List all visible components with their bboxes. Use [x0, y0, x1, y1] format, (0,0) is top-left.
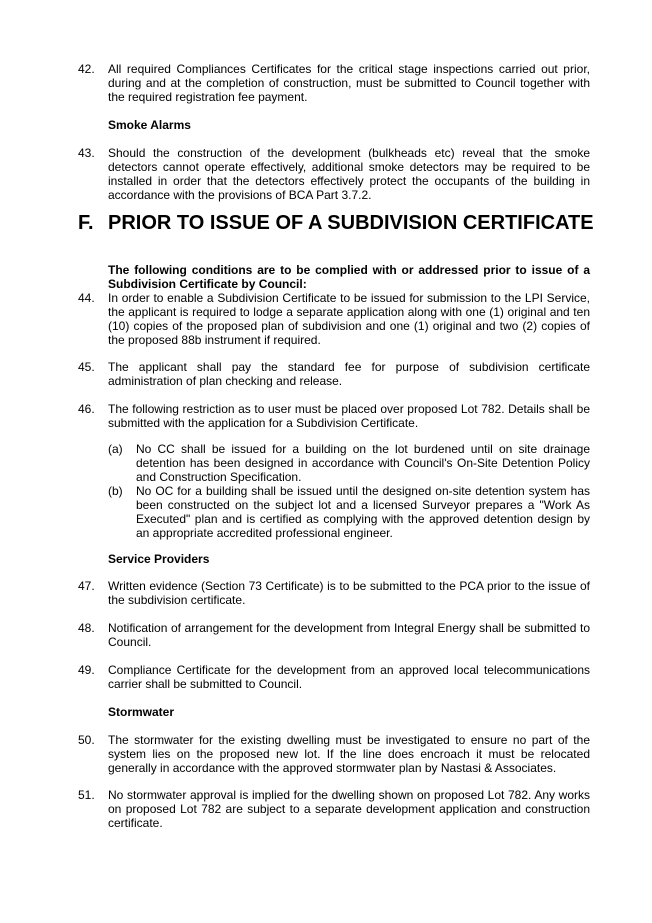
- subitem-text: No OC for a building shall be issued until the designed on-site detention system has been constructed on the subject lot and a licensed Surveyor prepares a "Work As Executed" plan and is certified as complying with the approved detention design by an appropriate accredited professional engineer.: [136, 484, 590, 540]
- condition-text: In order to enable a Subdivision Certificate to be issued for submission to the LPI Service, the applicant is required to lodge a separate application along with one (1) original and ten (10) copies of the proposed plan of subdivision and one (1) original and two (2) copies of the proposed 88b instrument if required.: [108, 291, 590, 347]
- condition-text: Notification of arrangement for the development from Integral Energy shall be submitted to Council.: [108, 621, 590, 649]
- condition-text: The stormwater for the existing dwelling must be investigated to ensure no part of the system lies on the proposed new lot. If the line does encroach it must be relocated generally in accordance with the approved stormwater plan by Nastasi & Associates.: [108, 733, 590, 775]
- condition-number: 47.: [78, 579, 95, 593]
- condition-45: [78, 360, 590, 388]
- condition-46-a: [108, 442, 590, 484]
- heading-smoke-alarms: Smoke Alarms: [108, 118, 191, 132]
- section-title: [78, 211, 594, 235]
- condition-number: 49.: [78, 663, 95, 677]
- subitem-text: No CC shall be issued for a building on the lot burdened until on site drainage detention has been designed in accordance with Council's On-Site Detention Policy and Construction Specification.: [136, 442, 590, 484]
- condition-46-b: [108, 484, 590, 540]
- subitem-label: (b): [108, 484, 123, 498]
- condition-number: 42.: [78, 62, 95, 76]
- condition-48: [78, 621, 590, 649]
- section-intro: The following conditions are to be complied with or addressed prior to issue of a Subdivision Certificate by Council:: [108, 263, 590, 291]
- condition-43: [78, 146, 590, 202]
- condition-text: All required Compliances Certificates for the critical stage inspections carried out prior, during and at the completion of construction, must be submitted to Council together with the required registration fee payment.: [108, 62, 590, 104]
- condition-number: 46.: [78, 402, 95, 416]
- condition-text: The following restriction as to user must be placed over proposed Lot 782. Details shall be submitted with the application for a Subdivision Certificate.: [108, 402, 590, 430]
- condition-text: The applicant shall pay the standard fee for purpose of subdivision certificate administration of plan checking and release.: [108, 360, 590, 388]
- condition-text: Should the construction of the development (bulkheads etc) reveal that the smoke detectors cannot operate effectively, additional smoke detectors may be required to be installed in order that the detectors effectively protect the occupants of the building in accordance with the provisions of BCA Part 3.7.2.: [108, 146, 590, 202]
- condition-47: [78, 579, 590, 607]
- condition-50: [78, 733, 590, 775]
- condition-number: 45.: [78, 360, 95, 374]
- condition-text: No stormwater approval is implied for the dwelling shown on proposed Lot 782. Any works on proposed Lot 782 are subject to a separate development application and construction certificate.: [108, 788, 590, 830]
- heading-service-providers: Service Providers: [108, 552, 210, 566]
- condition-44: [78, 291, 590, 347]
- condition-text: Compliance Certificate for the development from an approved local telecommunications carrier shall be submitted to Council.: [108, 663, 590, 691]
- section-letter: F.: [78, 212, 94, 234]
- condition-number: 50.: [78, 733, 95, 747]
- condition-51: [78, 788, 590, 830]
- condition-42: [78, 62, 590, 104]
- condition-49: [78, 663, 590, 691]
- subitem-label: (a): [108, 442, 123, 456]
- condition-number: 43.: [78, 146, 95, 160]
- condition-text: Written evidence (Section 73 Certificate) is to be submitted to the PCA prior to the issue of the subdivision certificate.: [108, 579, 590, 607]
- condition-number: 44.: [78, 291, 95, 305]
- condition-number: 51.: [78, 788, 95, 802]
- heading-stormwater: Stormwater: [108, 705, 175, 719]
- condition-46: [78, 402, 590, 430]
- section-title-text: PRIOR TO ISSUE OF A SUBDIVISION CERTIFICATE: [108, 212, 594, 234]
- condition-number: 48.: [78, 621, 95, 635]
